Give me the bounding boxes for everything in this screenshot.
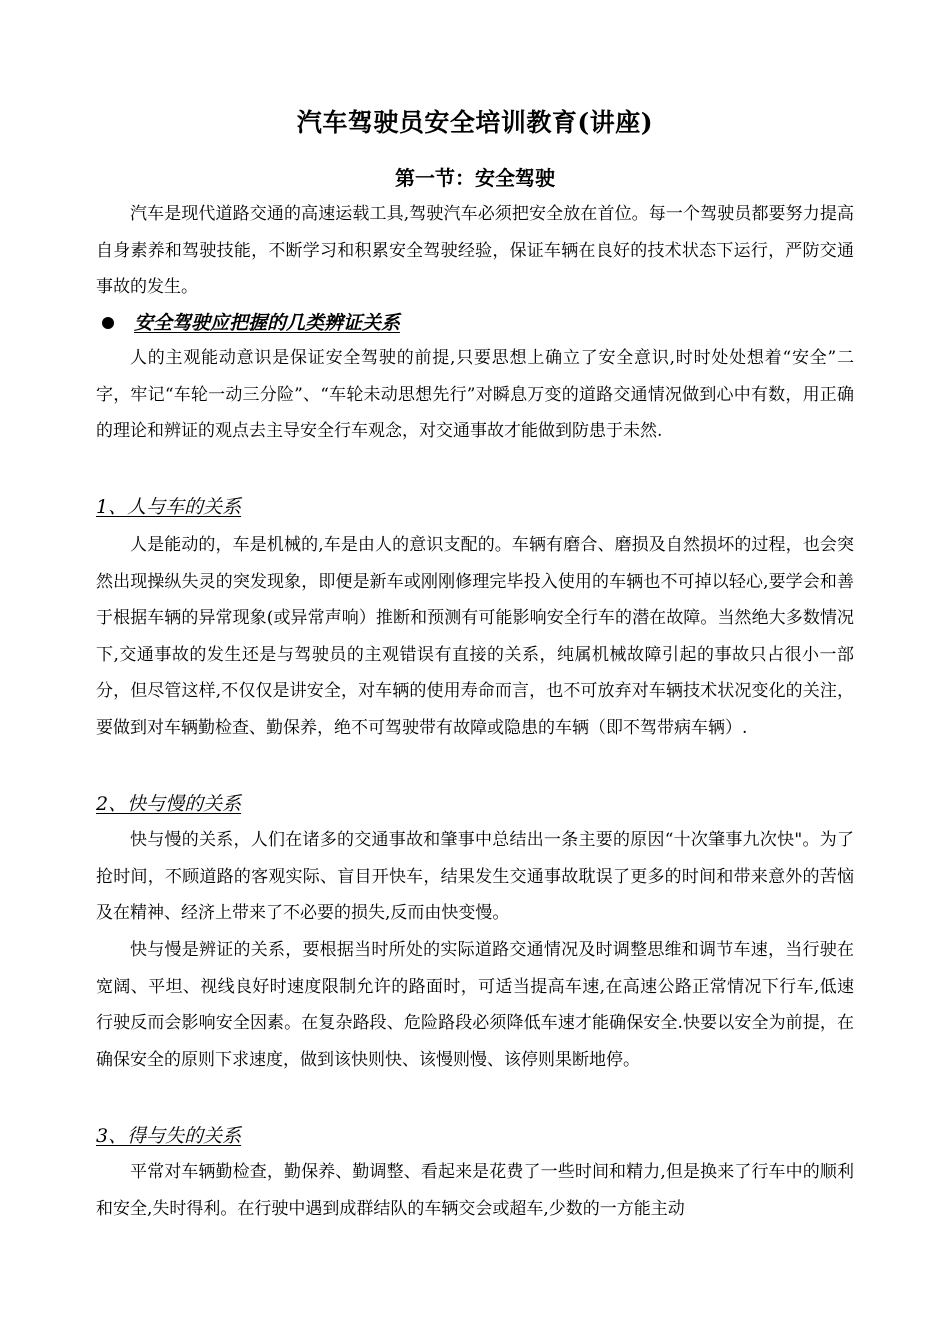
bullet-dot-icon (102, 317, 114, 329)
bullet-heading (96, 305, 854, 341)
section-1-paragraph: 人是能动的，车是机械的,车是由人的意识支配的。车辆有磨合、磨损及自然损坏的过程，也会突然出现操纵失灵的突发现象，即便是新车或刚刚修理完毕投入使用的车辆也不可掉以轻心,要学会和善于根据车辆的异常现象(或异常声响）推断和预测有可能影响安全行车的潜在故障。当然绝大多数情况下,交通事故的发生还是与驾驶员的主观错误有直接的关系，纯属机械故障引起的事故只占很小一部分，但尽管这样,不仅仅是讲安全，对车辆的使用寿命而言，也不可放弃对车辆技术状况变化的关注，要做到对车辆勤检查、勤保养，绝不可驾驶带有故障或隐患的车辆（即不驾带病车辆）. (96, 535, 854, 738)
section-heading-3-text: 3、得与失的关系 (96, 1125, 242, 1147)
section-heading-2-text: 2、快与慢的关系 (96, 793, 242, 815)
bullet-heading-text: 安全驾驶应把握的几类辨证关系 (134, 312, 401, 334)
section-subtitle: 第一节：安全驾驶 (395, 166, 555, 190)
section-heading-1 (96, 489, 854, 525)
section-2-paragraph-2: 快与慢是辨证的关系，要根据当时所处的实际道路交通情况及时调整思维和调节车速，当行驶在宽阔、平坦、视线良好时速度限制允许的路面时，可适当提高车速,在高速公路正常情况下行车,低速行驶反而会影响安全因素。在复杂路段、危险路段必须降低车速才能确保安全.快要以安全为前提，在确保安全的原则下求速度，做到该快则快、该慢则慢、该停则果断地停。 (96, 940, 854, 1070)
document-title: 汽车驾驶员安全培训教育(讲座) (296, 108, 654, 137)
section-2-paragraph-1: 快与慢的关系，人们在诸多的交通事故和肇事中总结出一条主要的原因“十次肇事九次快"。为了抢时间，不顾道路的客观实际、盲目开快车，结果发生交通事故耽误了更多的时间和带来意外的苦恼及在精神、经济上带来了不必要的损失,反而由快变慢。 (96, 830, 854, 923)
section-heading-2 (96, 786, 854, 822)
section-heading-3 (96, 1118, 854, 1154)
intro-paragraph: 汽车是现代道路交通的高速运载工具,驾驶汽车必须把安全放在首位。每一个驾驶员都要努力提高自身素养和驾驶技能，不断学习和积累安全驾驶经验，保证车辆在良好的技术状态下运行，严防交通事故的发生。 (96, 204, 854, 297)
section-3-paragraph: 平常对车辆勤检查，勤保养、勤调整、看起来是花费了一些时间和精力,但是换来了行车中的顺利和安全,失时得利。在行驶中遇到成群结队的车辆交会或超车,少数的一方能主动 (96, 1162, 854, 1219)
section-heading-1-text: 1、人与车的关系 (96, 496, 242, 518)
bullet-paragraph: 人的主观能动意识是保证安全驾驶的前提,只要思想上确立了安全意识,时时处处想着“安全”二字，牢记“车轮一动三分险”、“车轮未动思想先行”对瞬息万变的道路交通情况做到心中有数，用正确的理论和辨证的观点去主导安全行车观念，对交通事故才能做到防患于未然. (96, 348, 854, 441)
